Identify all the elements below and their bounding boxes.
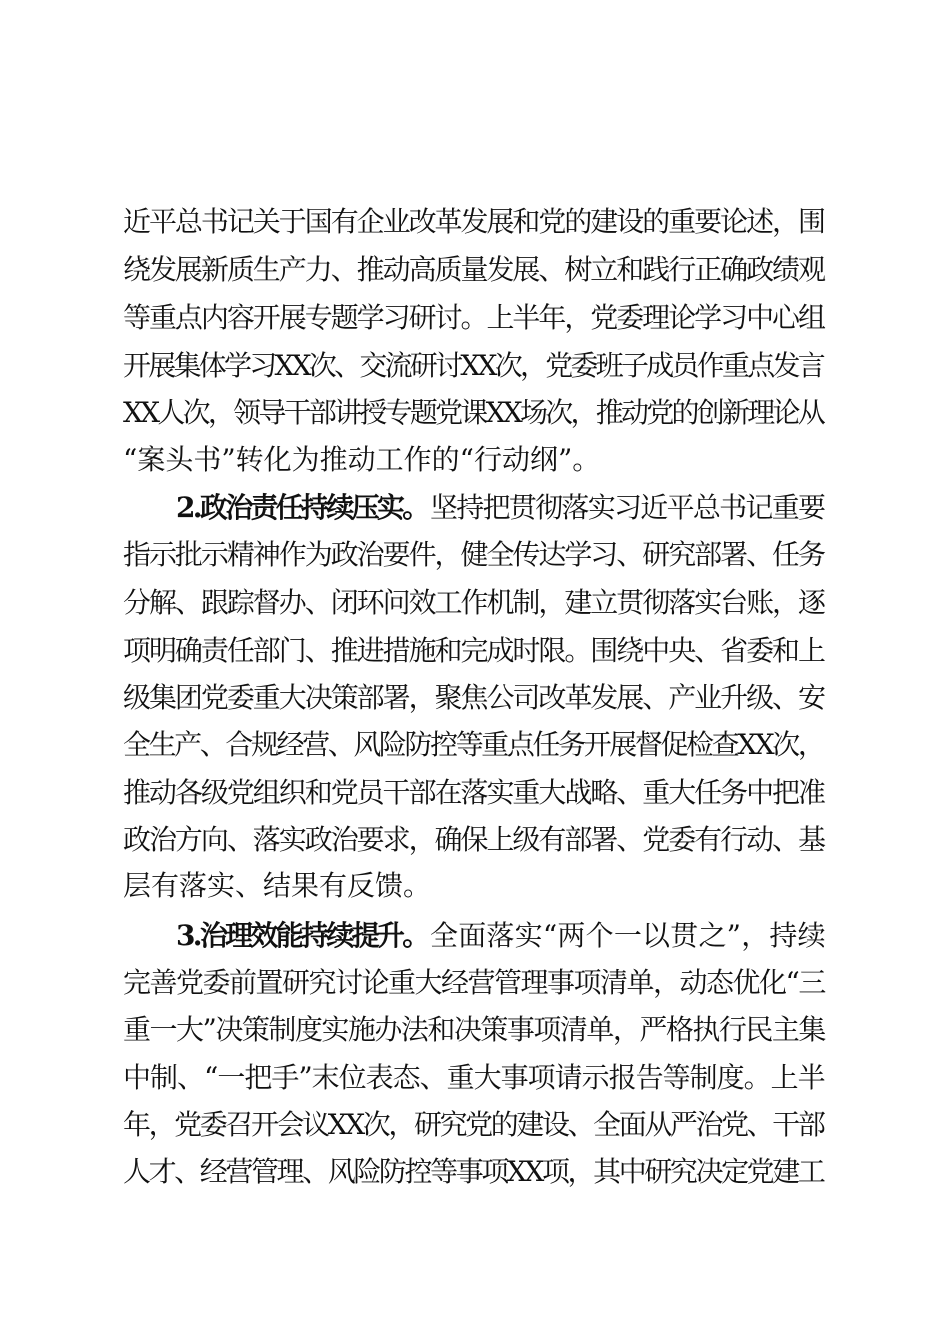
body-line-6 <box>0 440 950 480</box>
line-text: 级集团党委重大决策部署，聚焦公司改革发展、产业升级、安 <box>123 681 824 714</box>
body-line-18 <box>0 1010 950 1050</box>
line-text: 中制、“一把手”末位表态、重大事项请示报告等制度。上半 <box>123 1061 825 1094</box>
line-text: 重一大”决策制度实施办法和决策事项清单，严格执行民主集 <box>123 1013 825 1046</box>
body-line-12 <box>0 725 950 765</box>
section-heading-2: 2.政治责任持续压实。 <box>176 491 428 524</box>
line-text: 坚持把贯彻落实习近平总书记重要 <box>430 491 825 524</box>
line-text: 人才、经营管理、风险防控等事项XX项，其中研究决定党建工 <box>123 1155 824 1188</box>
body-line-2 <box>0 250 950 290</box>
section-heading-3: 3.治理效能持续提升。 <box>176 919 428 952</box>
section-3-first-line <box>0 916 950 956</box>
body-line-11 <box>0 678 950 718</box>
line-text: 完善党委前置研究讨论重大经营管理事项清单，动态优化“三 <box>123 966 825 999</box>
body-line-5 <box>0 393 950 433</box>
body-line-4 <box>0 346 950 386</box>
line-text: XX人次，领导干部讲授专题党课XX场次，推动党的创新理论从 <box>123 396 823 429</box>
line-text: “案头书”转化为推动工作的“行动纲”。 <box>123 443 601 476</box>
line-text: 层有落实、结果有反馈。 <box>123 869 432 902</box>
body-line-20 <box>0 1105 950 1145</box>
body-line-9 <box>0 583 950 623</box>
line-text: 推动各级党组织和党员干部在落实重大战略、重大任务中把准 <box>123 776 824 809</box>
body-line-21 <box>0 1152 950 1192</box>
line-text: 全生产、合规经营、风险防控等重点任务开展督促检查XX次， <box>123 728 824 761</box>
line-text: 分解、跟踪督办、闭环问效工作机制，建立贯彻落实台账，逐 <box>123 586 824 619</box>
body-line-17 <box>0 963 950 1003</box>
line-text: 近平总书记关于国有企业改革发展和党的建设的重要论述，围 <box>123 205 824 238</box>
body-line-14 <box>0 820 950 860</box>
line-text: 政治方向、落实政治要求，确保上级有部署、党委有行动、基 <box>123 823 824 856</box>
body-line-19 <box>0 1058 950 1098</box>
line-text: 开展集体学习XX次、交流研讨XX次，党委班子成员作重点发言 <box>123 349 823 382</box>
line-text: 全面落实“两个一以贯之”，持续 <box>430 919 826 952</box>
body-line-8 <box>0 535 950 575</box>
body-line-1 <box>0 202 950 242</box>
section-2-first-line <box>0 488 950 528</box>
line-text: 等重点内容开展专题学习研讨。上半年，党委理论学习中心组 <box>123 301 824 334</box>
body-line-13 <box>0 773 950 813</box>
line-text: 指示批示精神作为政治要件，健全传达学习、研究部署、任务 <box>123 538 824 571</box>
body-line-15 <box>0 866 950 906</box>
line-text: 项明确责任部门、推进措施和完成时限。围绕中央、省委和上 <box>123 634 824 667</box>
body-line-10 <box>0 631 950 671</box>
body-line-3 <box>0 298 950 338</box>
line-text: 绕发展新质生产力、推动高质量发展、树立和践行正确政绩观 <box>123 253 824 286</box>
line-text: 年，党委召开会议XX次，研究党的建设、全面从严治党、干部 <box>123 1108 824 1141</box>
